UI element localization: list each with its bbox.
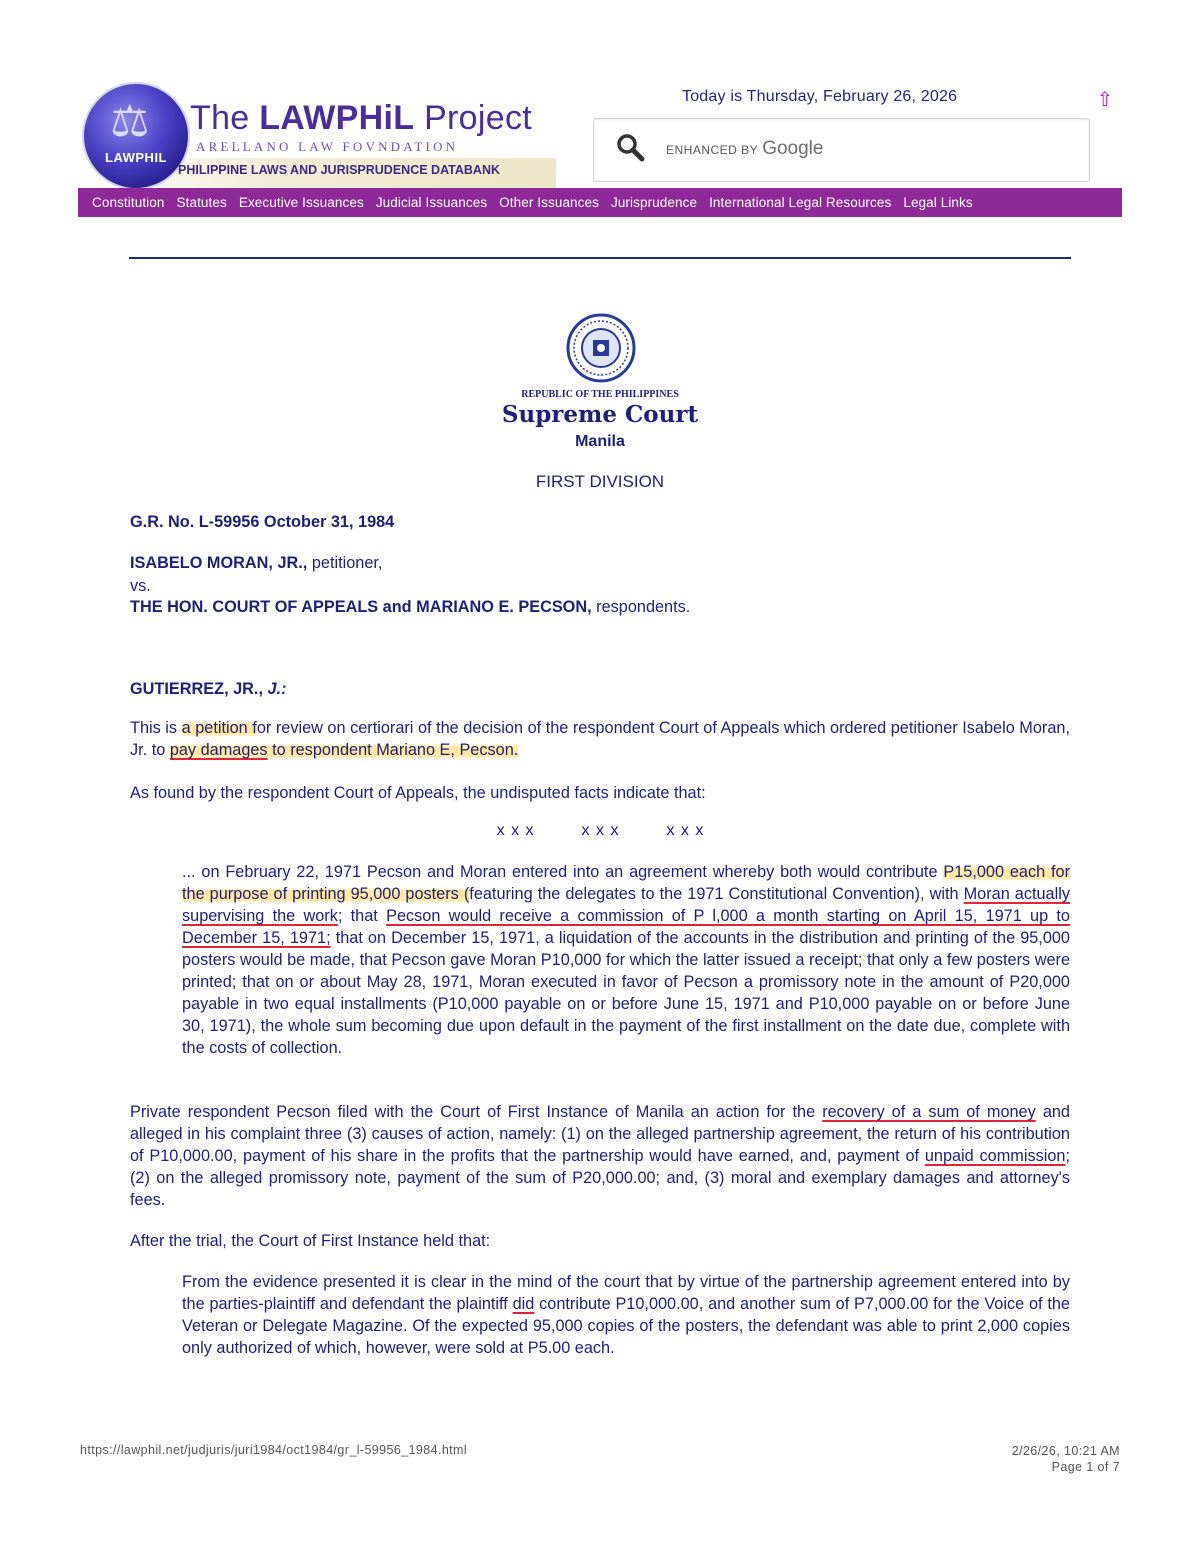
respondents-role: respondents. [591,598,691,616]
nav-executive-issuances[interactable]: Executive Issuances [238,195,364,210]
petitioner-role: petitioner, [307,554,383,572]
ponente-j: J.: [267,680,287,698]
site-title[interactable] [190,98,532,138]
footer-datetime: 2/26/26, 10:21 AM [1011,1444,1120,1458]
footer-url: https://lawphil.net/judjuris/juri1984/oct1984/gr_l-59956_1984.html [80,1443,468,1457]
q2-text: From the evidence presented it is clear in the mind of the court that by virtue of the partnership agreement entered into by the parties-plaintiff and defendant the plaintiff [182,1273,1070,1313]
title-lawphil: LAWPHiL [259,99,415,137]
footer-meta [1012,1443,1120,1475]
xxx-mark: x x x [496,822,534,839]
versus: vs. [130,577,151,595]
p3-text: ; (2) on the alleged promissory note, payment of the sum of P20,000.00; and, (3) moral and exemplary damages and attorney's fees. [130,1147,1070,1209]
p1-underline: pay damages [169,741,268,759]
paragraph-3 [130,1101,1070,1211]
nav-statutes[interactable]: Statutes [176,195,227,210]
site-tagline: PHILIPPINE LAWS AND JURISPRUDENCE DATABANK [178,163,501,177]
petitioner-line [130,552,1070,574]
ponente-name: GUTIERREZ, JR., [130,680,263,698]
ellipsis-marks [0,822,1200,840]
q1-highlight: P15,000 each for the purpose of printing 95,000 posters ( [182,863,1070,903]
logo-badge-text: LAWPHIL [105,150,167,165]
search-input[interactable] [593,118,1090,182]
q1-text: that on December 15, 1971, a liquidation of the accounts in the distribution and printing of the 95,000 posters would be made, that Pecson gave Moran P10,000 for which the latter issued a receipt; that only a few posters were printed; that on or about May 28, 1971, Moran executed in favor of Pecson a promissory note in the amount of P20,000 payable in two equal installments (P10,000 payable on or before June 15, 1971 and P10,000 payable on or before June 30, 1971), the whole sum becoming due upon default in the payment of the first installment on the date due, complete with the costs of collection. [182,929,1070,1057]
nav-jurisprudence[interactable]: Jurisprudence [610,195,698,210]
google-brand: Google [762,138,824,159]
scales-of-justice-icon: ⚖ [110,96,150,147]
nav-international-legal-resources[interactable]: International Legal Resources [709,195,892,210]
q1-text: featuring the delegates to the 1971 Constitutional Convention), with [469,885,964,903]
nav-constitution[interactable]: Constitution [92,195,165,210]
search-icon[interactable] [614,131,648,165]
republic-label: REPUBLIC OF THE PHILIPPINES [521,389,679,400]
footer-page-number: Page 1 of 7 [1051,1460,1120,1474]
q2-text: contribute P10,000.00, and another sum of P7,000.00 for the Voice of the Veteran or Delegate Magazine. Of the expected 95,000 copies of the posters, the defendant was able to print 2,000 copies only authorized of which, however, were sold at P5.00 each. [182,1295,1070,1357]
p1-text: or review on certiorari of the decision of the respondent Court of Appeals which ordered petitioner Isabelo Moran, Jr. to [130,719,1070,759]
p3-underline: recovery of a sum of money [822,1103,1036,1121]
paragraph-1 [130,717,1070,761]
p3-underline: unpaid commission [924,1147,1066,1165]
q2-underline: did [512,1295,535,1313]
p3-text: and alleged in his complaint three (3) causes of action, namely: (1) on the alleged partnership agreement, the return of his contribution of P10,000.00, payment of his share in the profits that the partnership would have earned, and, payment of [130,1103,1070,1165]
today-date: Today is Thursday, February 26, 2026 [682,88,958,105]
q1-text: ... on February 22, 1971 Pecson and Moran entered into an agreement whereby both would contribute [182,863,944,881]
lawphil-logo-badge[interactable] [84,84,188,188]
nav-legal-links[interactable]: Legal Links [903,195,973,210]
search-placeholder-prefix: ENHANCED BY [666,143,759,157]
court-name: Supreme Court [501,401,699,428]
case-number: G.R. No. L-59956 October 31, 1984 [130,513,395,531]
petitioner-name: ISABELO MORAN, JR., [130,554,308,572]
q1-text: ; that [337,907,387,925]
site-subtitle: ARELLANO LAW FOVNDATION [196,139,459,154]
paragraph-2: As found by the respondent Court of Appeals, the undisputed facts indicate that: [130,784,706,802]
p1-highlight: to respondent Mariano E, Pecson. [267,741,519,759]
q1-underline: Pecson would receive a commission of P l,000 a month starting on April 15, 1971 up to December 15, 1971; [182,907,1070,947]
q1-underline: Moran actually supervising the work [182,885,1070,925]
respondents-line [130,596,1070,618]
xxx-mark: x x x [666,822,704,839]
main-nav [78,188,1122,217]
supreme-court-seal-icon [566,313,636,383]
xxx-mark: x x x [581,822,619,839]
p1-text: This is [130,719,182,737]
title-the: The [190,99,260,137]
ponente [130,678,1070,700]
title-project: Project [414,99,532,137]
home-arrow-icon[interactable]: ⇧ [1096,87,1114,111]
court-city: Manila [575,433,625,450]
p3-text: Private respondent Pecson filed with the Court of First Instance of Manila an action for the [130,1103,823,1121]
nav-other-issuances[interactable]: Other Issuances [499,195,599,210]
divider-rule [129,257,1071,259]
paragraph-4: After the trial, the Court of First Instance held that: [130,1232,491,1250]
court-division: FIRST DIVISION [535,472,665,491]
quote-1 [182,861,1070,1059]
respondents-name: THE HON. COURT OF APPEALS and MARIANO E. PECSON, [130,598,592,616]
p1-highlight: a petition f [181,719,257,737]
search-placeholder [666,138,823,160]
quote-2 [182,1271,1070,1359]
nav-judicial-issuances[interactable]: Judicial Issuances [375,195,488,210]
